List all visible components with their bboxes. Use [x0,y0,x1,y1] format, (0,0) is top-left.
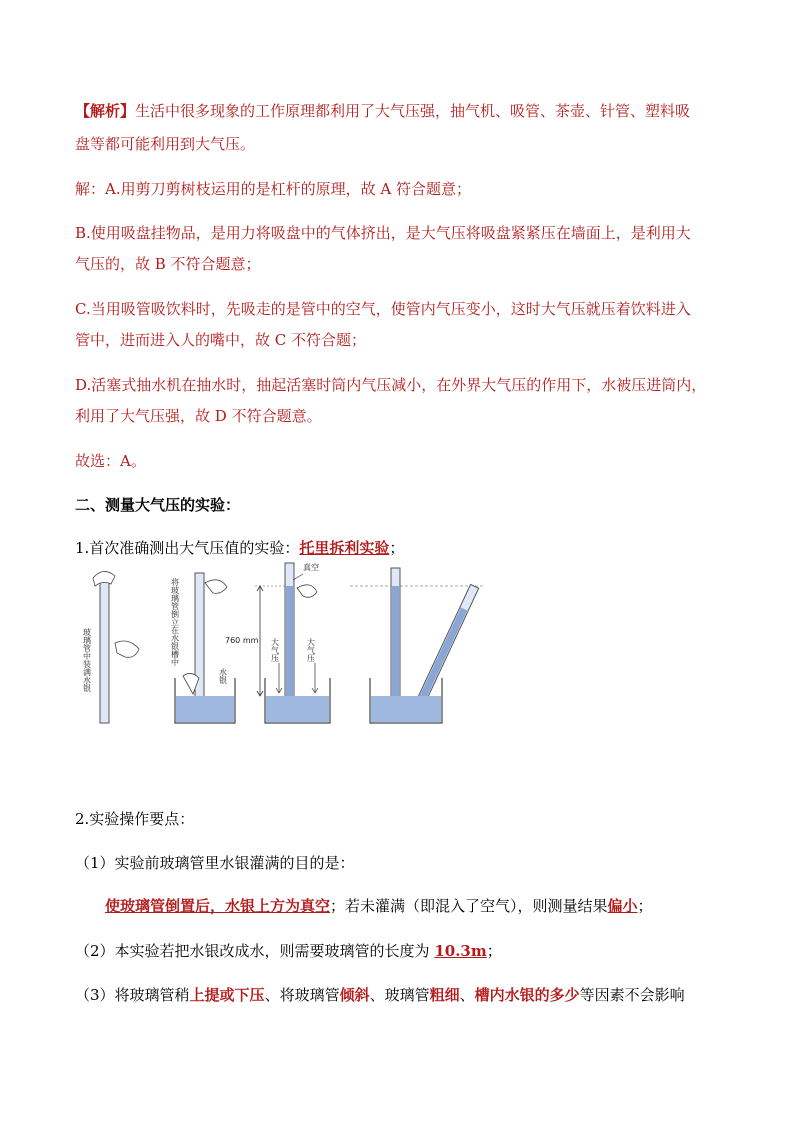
label-pressure-right: 大气压 [306,638,316,662]
item-1 [75,537,404,558]
hand-middle-icon [115,641,139,657]
point-2-suffix: ； [486,942,502,960]
label-height: 760 mm [225,636,259,645]
item-1-highlight: 托里拆利实验 [299,539,390,557]
solution-b-line-2: 气压的，故 B 不符合题意； [75,255,261,273]
label-mercury: 水银 [218,668,228,684]
point-2-prefix: （2）本实验若把水银改成水，则需要玻璃管的长度为 [75,942,435,960]
solution-a: 解：A.用剪刀剪树枝运用的是杠杆的原理，故 A 符合题意； [75,180,471,198]
point-1-highlight: 使玻璃管倒置后，水银上方为真空 [105,897,331,915]
point-3-t3: 、 [459,986,475,1004]
label-pressure-left: 大气压 [270,638,280,662]
section-title: 二、测量大气压的实验： [75,496,241,514]
point-3-h2: 倾斜 [339,986,370,1004]
point-1-mid: ；若未灌满（即混入了空气），则测量结果 [330,897,608,915]
solution-c-line-1: C.当用吸管吸饮料时，先吸走的是管中的空气，使管内气压变小，这时大气压就压着饮料进入 [75,300,691,318]
point-1-highlight-2: 偏小 [607,897,638,915]
point-1-end: ； [637,897,653,915]
point-2 [75,940,502,961]
label-invert: 将玻璃管倒立在水银槽中 [170,578,180,666]
answer: 故选：A。 [75,452,146,470]
hand-measure-icon [297,585,317,598]
panel-measure [225,562,330,723]
solution-b-line-1: B.使用吸盘挂物品，是用力将吸盘中的气体挤出，是大气压将吸盘紧紧压在墙面上，是利用大 [75,224,691,242]
point-3-t1: 、将玻璃管 [264,986,340,1004]
point-3-h3: 粗细 [429,986,460,1004]
item-2-title: 2.实验操作要点： [75,810,195,828]
point-1-detail [105,895,653,916]
item-1-suffix: ； [389,539,405,557]
analysis-text-1: 生活中很多现象的工作原理都利用了大气压强，抽气机、吸管、茶壶、针管、塑料吸 [135,102,691,120]
hand-invert-icon [205,580,227,594]
solution-d-line-1: D.活塞式抽水机在抽水时，抽起活塞时筒内气压减小，在外界大气压的作用下，水被压进筒内， [75,376,707,394]
panel-fill-tube [83,571,140,723]
point-3-prefix: （3）将玻璃管稍 [75,986,190,1004]
point-3-h1: 上提或下压 [189,986,265,1004]
item-1-prefix: 1.首次准确测出大气压值的实验： [75,539,300,557]
solution-c-line-2: 管中，进而进入人的嘴中，故 C 不符合题； [75,331,367,349]
point-1-title: （1）实验前玻璃管里水银灌满的目的是： [75,854,355,872]
label-vacuum: 真空 [303,563,319,572]
point-3 [75,984,685,1005]
point-3-t2: 、玻璃管 [369,986,430,1004]
panel-tilt [350,568,485,723]
point-3-t4: 等因素不会影响 [579,986,685,1004]
analysis-label: 【解析】 [75,102,136,120]
label-tube-full: 玻璃管中装满水银 [82,628,92,692]
point-2-value: 10.3m [434,942,487,960]
point-3-h4: 槽内水银的多少 [474,986,580,1004]
analysis-line-2: 盘等都可能利用到大气压。 [75,135,256,153]
panel-invert [171,573,236,723]
torricelli-figure [75,558,515,738]
solution-d-line-2: 利用了大气压强，故 D 不符合题意。 [75,407,322,425]
analysis-line-1 [75,100,690,121]
